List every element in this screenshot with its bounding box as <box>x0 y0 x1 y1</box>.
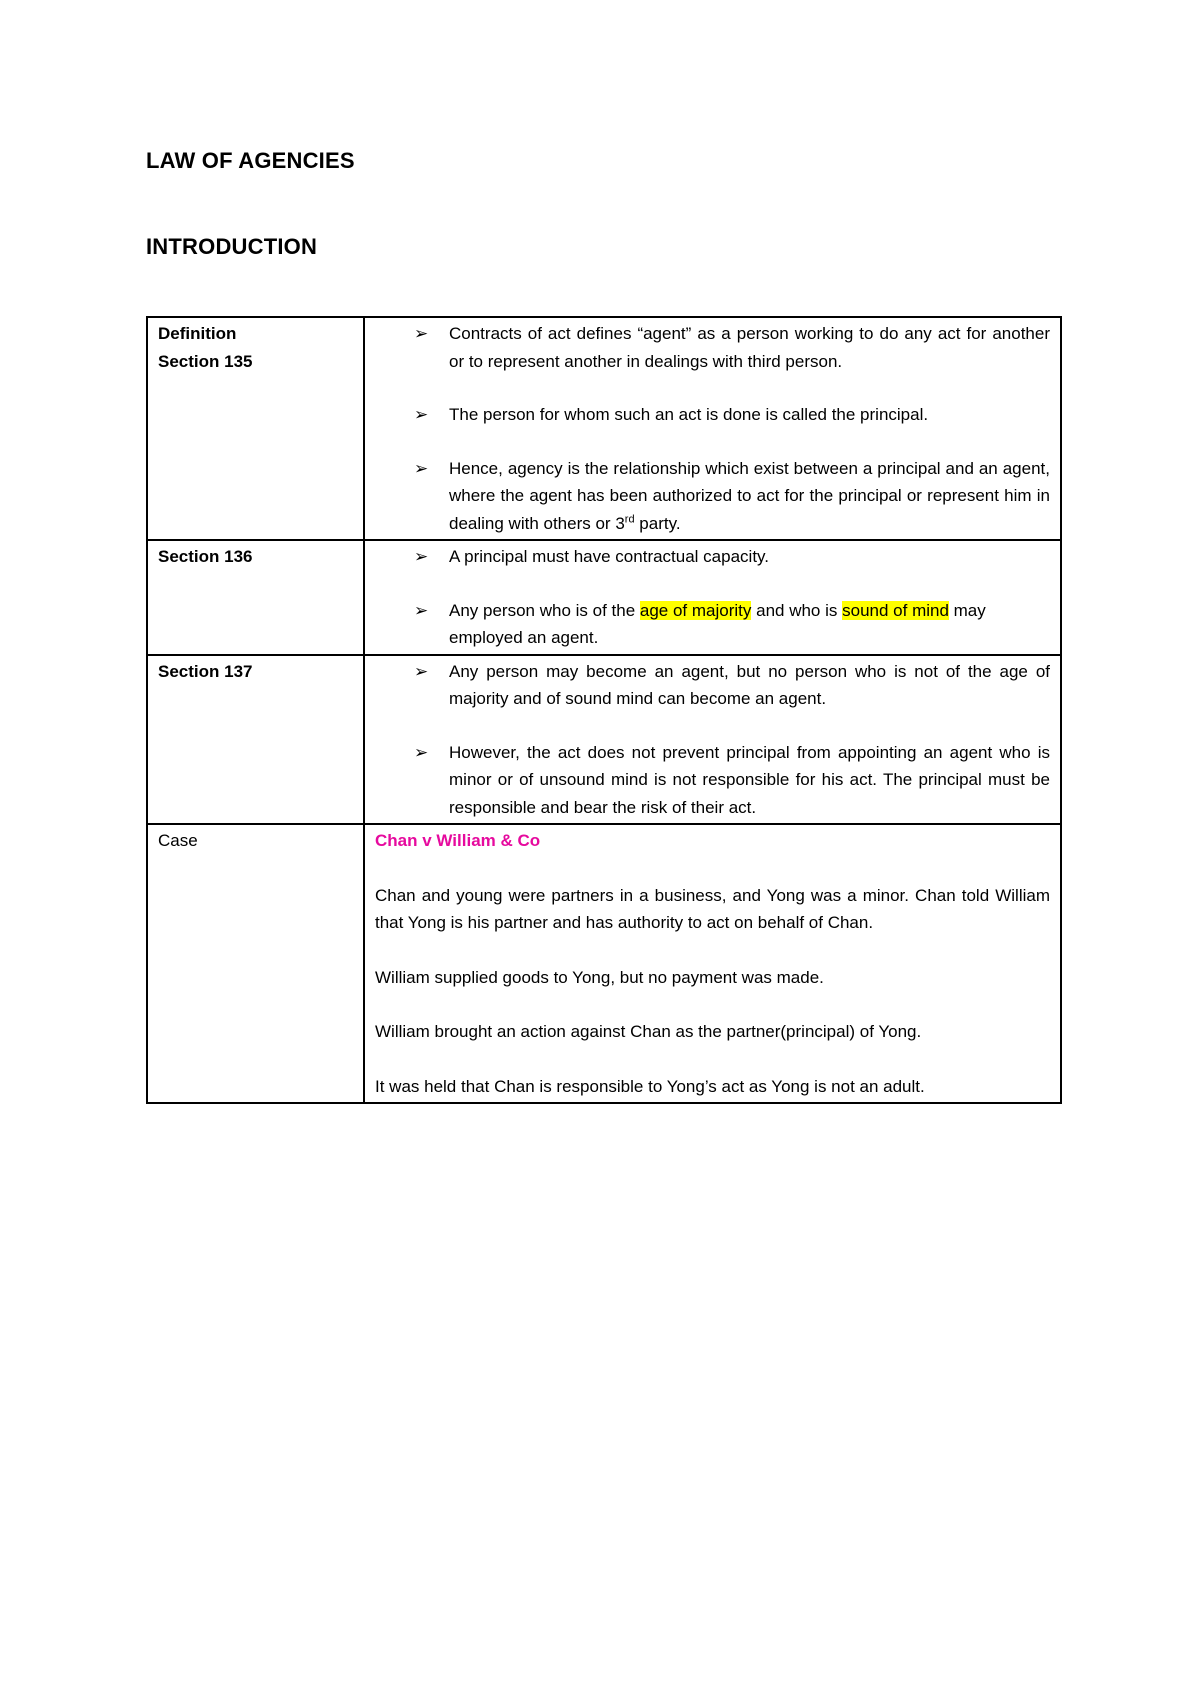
table-row-definition <box>147 317 1061 540</box>
bullet-text: A principal must have contractual capacity. <box>449 547 770 566</box>
document-title: LAW OF AGENCIES <box>146 148 355 173</box>
table-row-section-136 <box>147 540 1061 655</box>
bullet-text: may employed an agent. <box>449 600 986 647</box>
section-heading: INTRODUCTION <box>146 234 318 259</box>
arrow-bullet-icon: ➢ <box>414 547 429 566</box>
bullet-text: Contracts of act defines “agent” as a person working to do any act for another or to represent another in dealings with third person. <box>449 324 1050 371</box>
list-item <box>375 658 1050 713</box>
row-content <box>364 655 1061 825</box>
row-content <box>364 317 1061 540</box>
case-paragraph: Chan and young were partners in a business, and Yong was a minor. Chan told William that Yong is his partner and has authority to act on behalf of Chan. <box>375 885 1050 932</box>
notes-table <box>146 316 1062 1104</box>
bullet-list <box>375 658 1050 822</box>
bullet-list <box>375 543 1050 652</box>
list-item <box>375 543 1050 571</box>
bullet-text: party. <box>634 513 681 533</box>
bullet-text: Any person who is of the <box>449 600 640 620</box>
row-label: Section 137 <box>147 655 364 825</box>
highlighted-text: sound of mind <box>842 600 949 620</box>
case-title: Chan v William & Co <box>375 831 541 850</box>
bullet-text: However, the act does not prevent principal from appointing an agent who is minor or of unsound mind is not responsible for his act. The principal must be responsible and bear the risk of their act. <box>449 742 1050 817</box>
list-item <box>375 455 1050 538</box>
row-label-line: Section 135 <box>158 351 253 371</box>
arrow-bullet-icon: ➢ <box>414 405 429 424</box>
row-label-line: Definition <box>158 324 237 343</box>
row-label: Case <box>147 824 364 1103</box>
arrow-bullet-icon: ➢ <box>414 324 429 343</box>
row-label <box>147 317 364 540</box>
bullet-text: Any person may become an agent, but no person who is not of the age of majority and of sound mind can become an agent. <box>449 661 1050 708</box>
bullet-text: and who is <box>751 600 843 620</box>
case-paragraph: William brought an action against Chan as the partner(principal) of Yong. <box>375 1022 922 1041</box>
arrow-bullet-icon: ➢ <box>414 661 429 681</box>
arrow-bullet-icon: ➢ <box>414 600 429 620</box>
row-label: Section 136 <box>147 540 364 655</box>
list-item <box>375 739 1050 822</box>
case-paragraph: It was held that Chan is responsible to Yong’s act as Yong is not an adult. <box>375 1076 925 1096</box>
row-content <box>364 540 1061 655</box>
row-content <box>364 824 1061 1103</box>
bullet-text: Hence, agency is the relationship which exist between a principal and an agent, where the agent has been authorized to act for the principal or represent him in dealing with others or 3 <box>449 458 1050 533</box>
table-row-section-137 <box>147 655 1061 825</box>
arrow-bullet-icon: ➢ <box>414 742 429 762</box>
list-item <box>375 401 1050 429</box>
table-row-case <box>147 824 1061 1103</box>
bullet-text: The person for whom such an act is done is called the principal. <box>449 405 929 424</box>
list-item <box>375 597 1050 652</box>
highlighted-text: age of majority <box>639 600 752 620</box>
ordinal-superscript: rd <box>624 512 635 525</box>
list-item <box>375 320 1050 375</box>
case-paragraph: William supplied goods to Yong, but no payment was made. <box>375 967 824 987</box>
bullet-list <box>375 320 1050 537</box>
arrow-bullet-icon: ➢ <box>414 458 429 478</box>
